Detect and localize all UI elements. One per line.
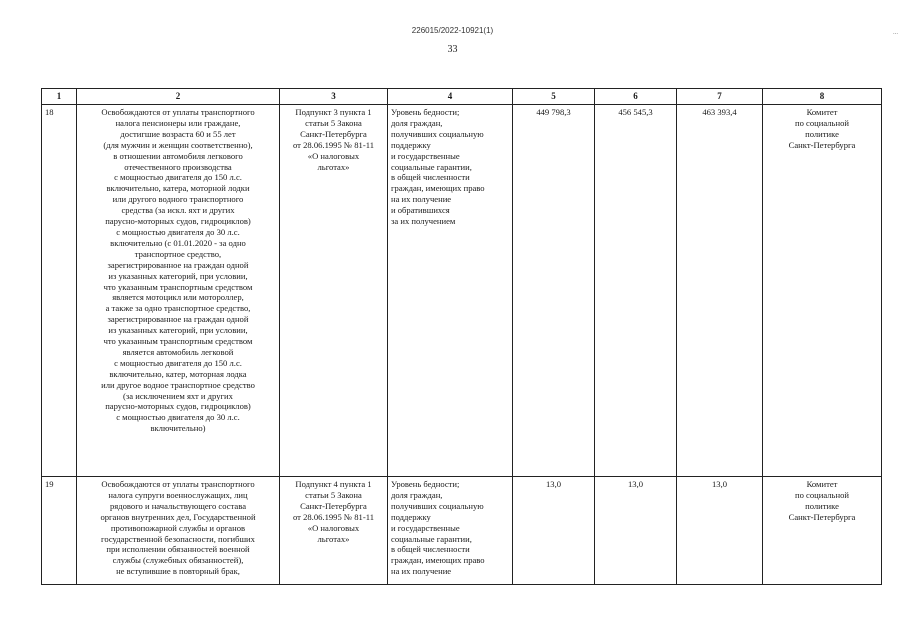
description-line: а также за одно транспортное средство,: [105, 303, 251, 314]
basis-line: «О налоговых: [307, 522, 360, 533]
description-line: является мотоцикл или мотороллер,: [112, 292, 244, 303]
row-number: 19: [42, 477, 77, 585]
description-line: (для мужчин и женщин соответственно),: [103, 139, 253, 150]
criteria-line: и государственные: [391, 150, 460, 161]
value-col-5: 449 798,3: [513, 105, 595, 477]
criteria-line: и обратившихся: [391, 205, 450, 216]
basis-line: статьи 5 Закона: [305, 489, 362, 500]
legal-basis: [280, 477, 388, 585]
criteria-line: граждан, имеющих право: [391, 183, 485, 194]
basis-line: статьи 5 Закона: [305, 117, 362, 128]
header-col-8: 8: [763, 89, 882, 105]
basis-line: Санкт-Петербурга: [300, 128, 367, 139]
curator-line: Санкт-Петербурга: [788, 139, 856, 150]
description-line: включительно, катера, моторной лодки: [106, 183, 250, 194]
description-line: службы (служебных обязанностей),: [112, 555, 244, 566]
criteria-line: за их получением: [391, 216, 456, 227]
value-col-7: 13,0: [677, 477, 763, 585]
basis-line: льготах»: [317, 533, 350, 544]
description-line: из указанных категорий, при условии,: [108, 270, 248, 281]
value-col-7: 463 393,4: [677, 105, 763, 477]
basis-line: от 28.06.1995 № 81-11: [293, 139, 374, 150]
basis-line: льготах»: [317, 161, 350, 172]
value-col-6: 456 545,3: [595, 105, 677, 477]
description-line: транспортное средство,: [134, 248, 222, 259]
criteria-line: доля граждан,: [391, 117, 443, 128]
header-col-6: 6: [595, 89, 677, 105]
curator-line: политике: [805, 500, 839, 511]
table-header-row: [42, 89, 882, 105]
margin-mark: ...: [893, 30, 899, 36]
description-line: является автомобиль легковой: [122, 346, 234, 357]
header-col-7: 7: [677, 89, 763, 105]
description-line: парусно-моторных судов, гидроциклов): [105, 401, 251, 412]
description-line: достигшие возраста 60 и 55 лет: [120, 128, 236, 139]
curator-line: по социальной: [795, 117, 849, 128]
header-col-1: 1: [42, 89, 77, 105]
description-line: с мощностью двигателя до 150 л.с.: [114, 357, 242, 368]
description-line: противопожарной службы и органов: [110, 522, 246, 533]
criteria-line: получивших социальную: [391, 500, 484, 511]
curator: [763, 105, 882, 477]
curator-line: Комитет: [806, 107, 838, 117]
description-line: парусно-моторных судов, гидроциклов): [105, 216, 251, 227]
header-col-3: 3: [280, 89, 388, 105]
header-col-5: 5: [513, 89, 595, 105]
criteria-line: Уровень бедности;: [391, 479, 460, 489]
table-row: [42, 477, 882, 585]
description-line: отечественного производства: [124, 161, 232, 172]
evaluation-criteria: [388, 477, 513, 585]
criteria-line: получивших социальную: [391, 128, 484, 139]
description-line: органов внутренних дел, Государственной: [100, 511, 256, 522]
legal-basis: [280, 105, 388, 477]
description-line: с мощностью двигателя до 30 л.с.: [116, 412, 240, 423]
curator: [763, 477, 882, 585]
criteria-line: социальные гарантии,: [391, 533, 472, 544]
basis-line: Подпункт 4 пункта 1: [295, 479, 372, 489]
description-line: включительно (с 01.01.2020 - за одно: [110, 237, 246, 248]
description-line: что указанным транспортным средством: [103, 336, 253, 347]
criteria-line: поддержку: [391, 511, 431, 522]
description-line: при исполнении обязанностей военной: [106, 544, 250, 555]
curator-line: Комитет: [806, 479, 838, 489]
tax-benefits-table: [41, 88, 882, 585]
evaluation-criteria: [388, 105, 513, 477]
basis-line: от 28.06.1995 № 81-11: [293, 511, 374, 522]
description-line: что указанным транспортным средством: [103, 281, 253, 292]
description-line: в отношении автомобиля легкового: [113, 150, 243, 161]
description-line: налога супруги военнослужащих, лиц: [108, 489, 248, 500]
table-row: [42, 105, 882, 477]
description-line: Освобождаются от уплаты транспортного: [101, 107, 255, 117]
description-line: рядового и начальствующего состава: [109, 500, 247, 511]
criteria-line: и государственные: [391, 522, 460, 533]
criteria-line: в общей численности: [391, 544, 470, 555]
basis-line: «О налоговых: [307, 150, 360, 161]
criteria-line: доля граждан,: [391, 489, 443, 500]
description-line: (за исключением яхт и других: [123, 390, 233, 401]
value-col-6: 13,0: [595, 477, 677, 585]
description-line: зарегистрированное на граждан одной: [107, 314, 249, 325]
description-line: включительно): [150, 423, 206, 434]
description-line: или другое водное транспортное средство: [101, 379, 255, 390]
description-line: с мощностью двигателя до 30 л.с.: [116, 226, 240, 237]
description-line: государственной безопасности, погибших: [101, 533, 255, 544]
description-line: Освобождаются от уплаты транспортного: [101, 479, 255, 489]
description-line: из указанных категорий, при условии,: [108, 325, 248, 336]
criteria-line: на их получение: [391, 566, 452, 577]
description-line: средства (за искл. яхт и других: [121, 205, 235, 216]
header-col-2: 2: [77, 89, 280, 105]
description-line: включительно, катер, моторная лодка: [109, 368, 247, 379]
curator-line: политике: [805, 128, 839, 139]
curator-line: по социальной: [795, 489, 849, 500]
header-col-4: 4: [388, 89, 513, 105]
description-line: с мощностью двигателя до 150 л.с.: [114, 172, 242, 183]
criteria-line: в общей численности: [391, 172, 470, 183]
basis-line: Санкт-Петербурга: [300, 500, 367, 511]
page-number: 33: [447, 44, 458, 55]
row-number: 18: [42, 105, 77, 477]
benefit-description: [77, 105, 280, 477]
benefit-description: [77, 477, 280, 585]
basis-line: Подпункт 3 пункта 1: [295, 107, 372, 117]
criteria-line: на их получение: [391, 194, 452, 205]
document-id: 226015/2022-10921(1): [411, 26, 494, 35]
description-line: зарегистрированное на граждан одной: [107, 259, 249, 270]
curator-line: Санкт-Петербурга: [788, 511, 856, 522]
criteria-line: социальные гарантии,: [391, 161, 472, 172]
criteria-line: граждан, имеющих право: [391, 555, 485, 566]
description-line: или другого водного транспортного: [112, 194, 244, 205]
description-line: не вступившие в повторный брак,: [116, 566, 240, 577]
value-col-5: 13,0: [513, 477, 595, 585]
criteria-line: поддержку: [391, 139, 431, 150]
description-line: налога пенсионеры или граждане,: [115, 117, 241, 128]
criteria-line: Уровень бедности;: [391, 107, 460, 117]
